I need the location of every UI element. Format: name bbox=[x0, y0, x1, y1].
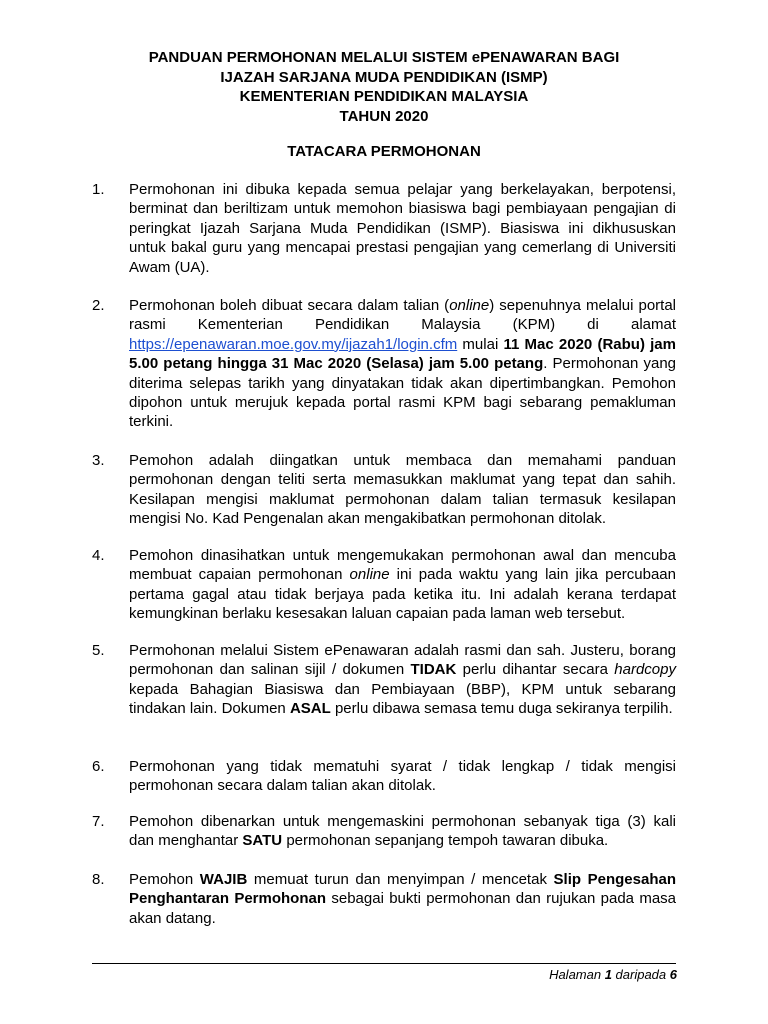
heading-line-4: TAHUN 2020 bbox=[339, 107, 429, 125]
list-item bbox=[92, 641, 676, 719]
list-item bbox=[92, 180, 676, 277]
list-item bbox=[92, 870, 676, 928]
item-text: Permohonan boleh dibuat secara dalam talian (online) sepenuhnya melalui portal rasmi Kementerian Pendidikan Malaysia (KPM) di alamat https://epenawaran.moe.gov.my/ijazah1/login.cfm mulai 11 Mac 2020 (Rabu) jam 5.00 petang hingga 31 Mac 2020 (Selasa) jam 5.00 petang. Permohonan yang diterima selepas tarikh yang dinyatakan tidak akan dipertimbangkan. Pemohon dipohon untuk merujuk kepada portal rasmi KPM bagi sebarang pemakluman terkini. bbox=[129, 297, 677, 431]
total-pages: 6 bbox=[669, 967, 677, 982]
item-text: Pemohon WAJIB memuat turun dan menyimpan / mencetak Slip Pengesahan Penghantaran Permohonan sebagai bukti permohonan dan rujukan pada masa akan datang. bbox=[129, 871, 676, 927]
item-number: 7. bbox=[92, 813, 105, 830]
heading-line-1: PANDUAN PERMOHONAN MELALUI SISTEM ePENAWARAN BAGI bbox=[148, 49, 620, 66]
item-number: 3. bbox=[92, 452, 105, 469]
portal-link[interactable]: https://epenawaran.moe.gov.my/ijazah1/login.cfm bbox=[129, 335, 458, 353]
item-text: Permohonan melalui Sistem ePenawaran adalah rasmi dan sah. Justeru, borang permohonan dan salinan sijil / dokumen TIDAK perlu dihantar secara hardcopy kepada Bahagian Biasiswa dan Pembiayaan (BBP), KPM untuk sebarang tindakan lain. Dokumen ASAL perlu dibawa semasa temu duga sekiranya terpilih. bbox=[129, 642, 676, 718]
current-page: 1 bbox=[604, 967, 612, 982]
item-number: 1. bbox=[92, 181, 105, 198]
item-text: Pemohon dinasihatkan untuk mengemukakan permohonan awal dan mencuba membuat capaian permohonan online ini pada waktu yang lain jika percubaan pertama gagal atau tidak berjaya pada ketika itu. Ini adalah kerana terdapat kemungkinan berlaku kesesakan laluan capaian pada laman web tersebut. bbox=[129, 547, 676, 623]
footer-divider bbox=[92, 963, 676, 964]
item-number: 4. bbox=[92, 547, 105, 564]
list-item bbox=[92, 812, 676, 851]
item-number: 2. bbox=[92, 297, 105, 314]
heading-line-2: IJAZAH SARJANA MUDA PENDIDIKAN (ISMP) bbox=[220, 68, 548, 86]
list-item bbox=[92, 451, 676, 529]
item-text: Pemohon dibenarkan untuk mengemaskini permohonan sebanyak tiga (3) kali dan menghantar SATU permohonan sepanjang tempoh tawaran dibuka. bbox=[129, 813, 676, 850]
item-number: 5. bbox=[92, 642, 105, 659]
document-heading bbox=[92, 48, 676, 126]
heading-line-3: KEMENTERIAN PENDIDIKAN MALAYSIA bbox=[239, 88, 529, 105]
item-text: Permohonan ini dibuka kepada semua pelajar yang berkelayakan, berpotensi, berminat dan beriltizam untuk memohon biasiswa bagi pembiayaan pengajian di peringkat Ijazah Sarjana Muda Pendidikan (ISMP). Biasiswa ini dikhususkan untuk bakal guru yang mencapai prestasi pengajian yang cemerlang di Universiti Awam (UA). bbox=[129, 181, 676, 276]
list-item bbox=[92, 296, 676, 432]
list-item bbox=[92, 546, 676, 624]
section-title: TATACARA PERMOHONAN bbox=[287, 143, 481, 160]
item-text: Pemohon adalah diingatkan untuk membaca dan memahami panduan permohonan dengan teliti serta memasukkan maklumat yang tepat dan sahih. Kesilapan mengisi maklumat permohonan dalam talian termasuk kesilapan mengisi No. Kad Pengenalan akan mengakibatkan permohonan ditolak. bbox=[129, 452, 676, 528]
item-text: Permohonan yang tidak mematuhi syarat / tidak lengkap / tidak mengisi permohonan secara dalam talian akan ditolak. bbox=[129, 758, 676, 795]
list-item bbox=[92, 757, 676, 796]
page-footer: Halaman 1 daripada 6 bbox=[549, 967, 677, 982]
item-number: 6. bbox=[92, 758, 105, 775]
application-period: 11 Mac 2020 (Rabu) jam 5.00 petang hingga 31 Mac 2020 (Selasa) jam 5.00 petang bbox=[129, 335, 676, 373]
item-number: 8. bbox=[92, 871, 105, 888]
